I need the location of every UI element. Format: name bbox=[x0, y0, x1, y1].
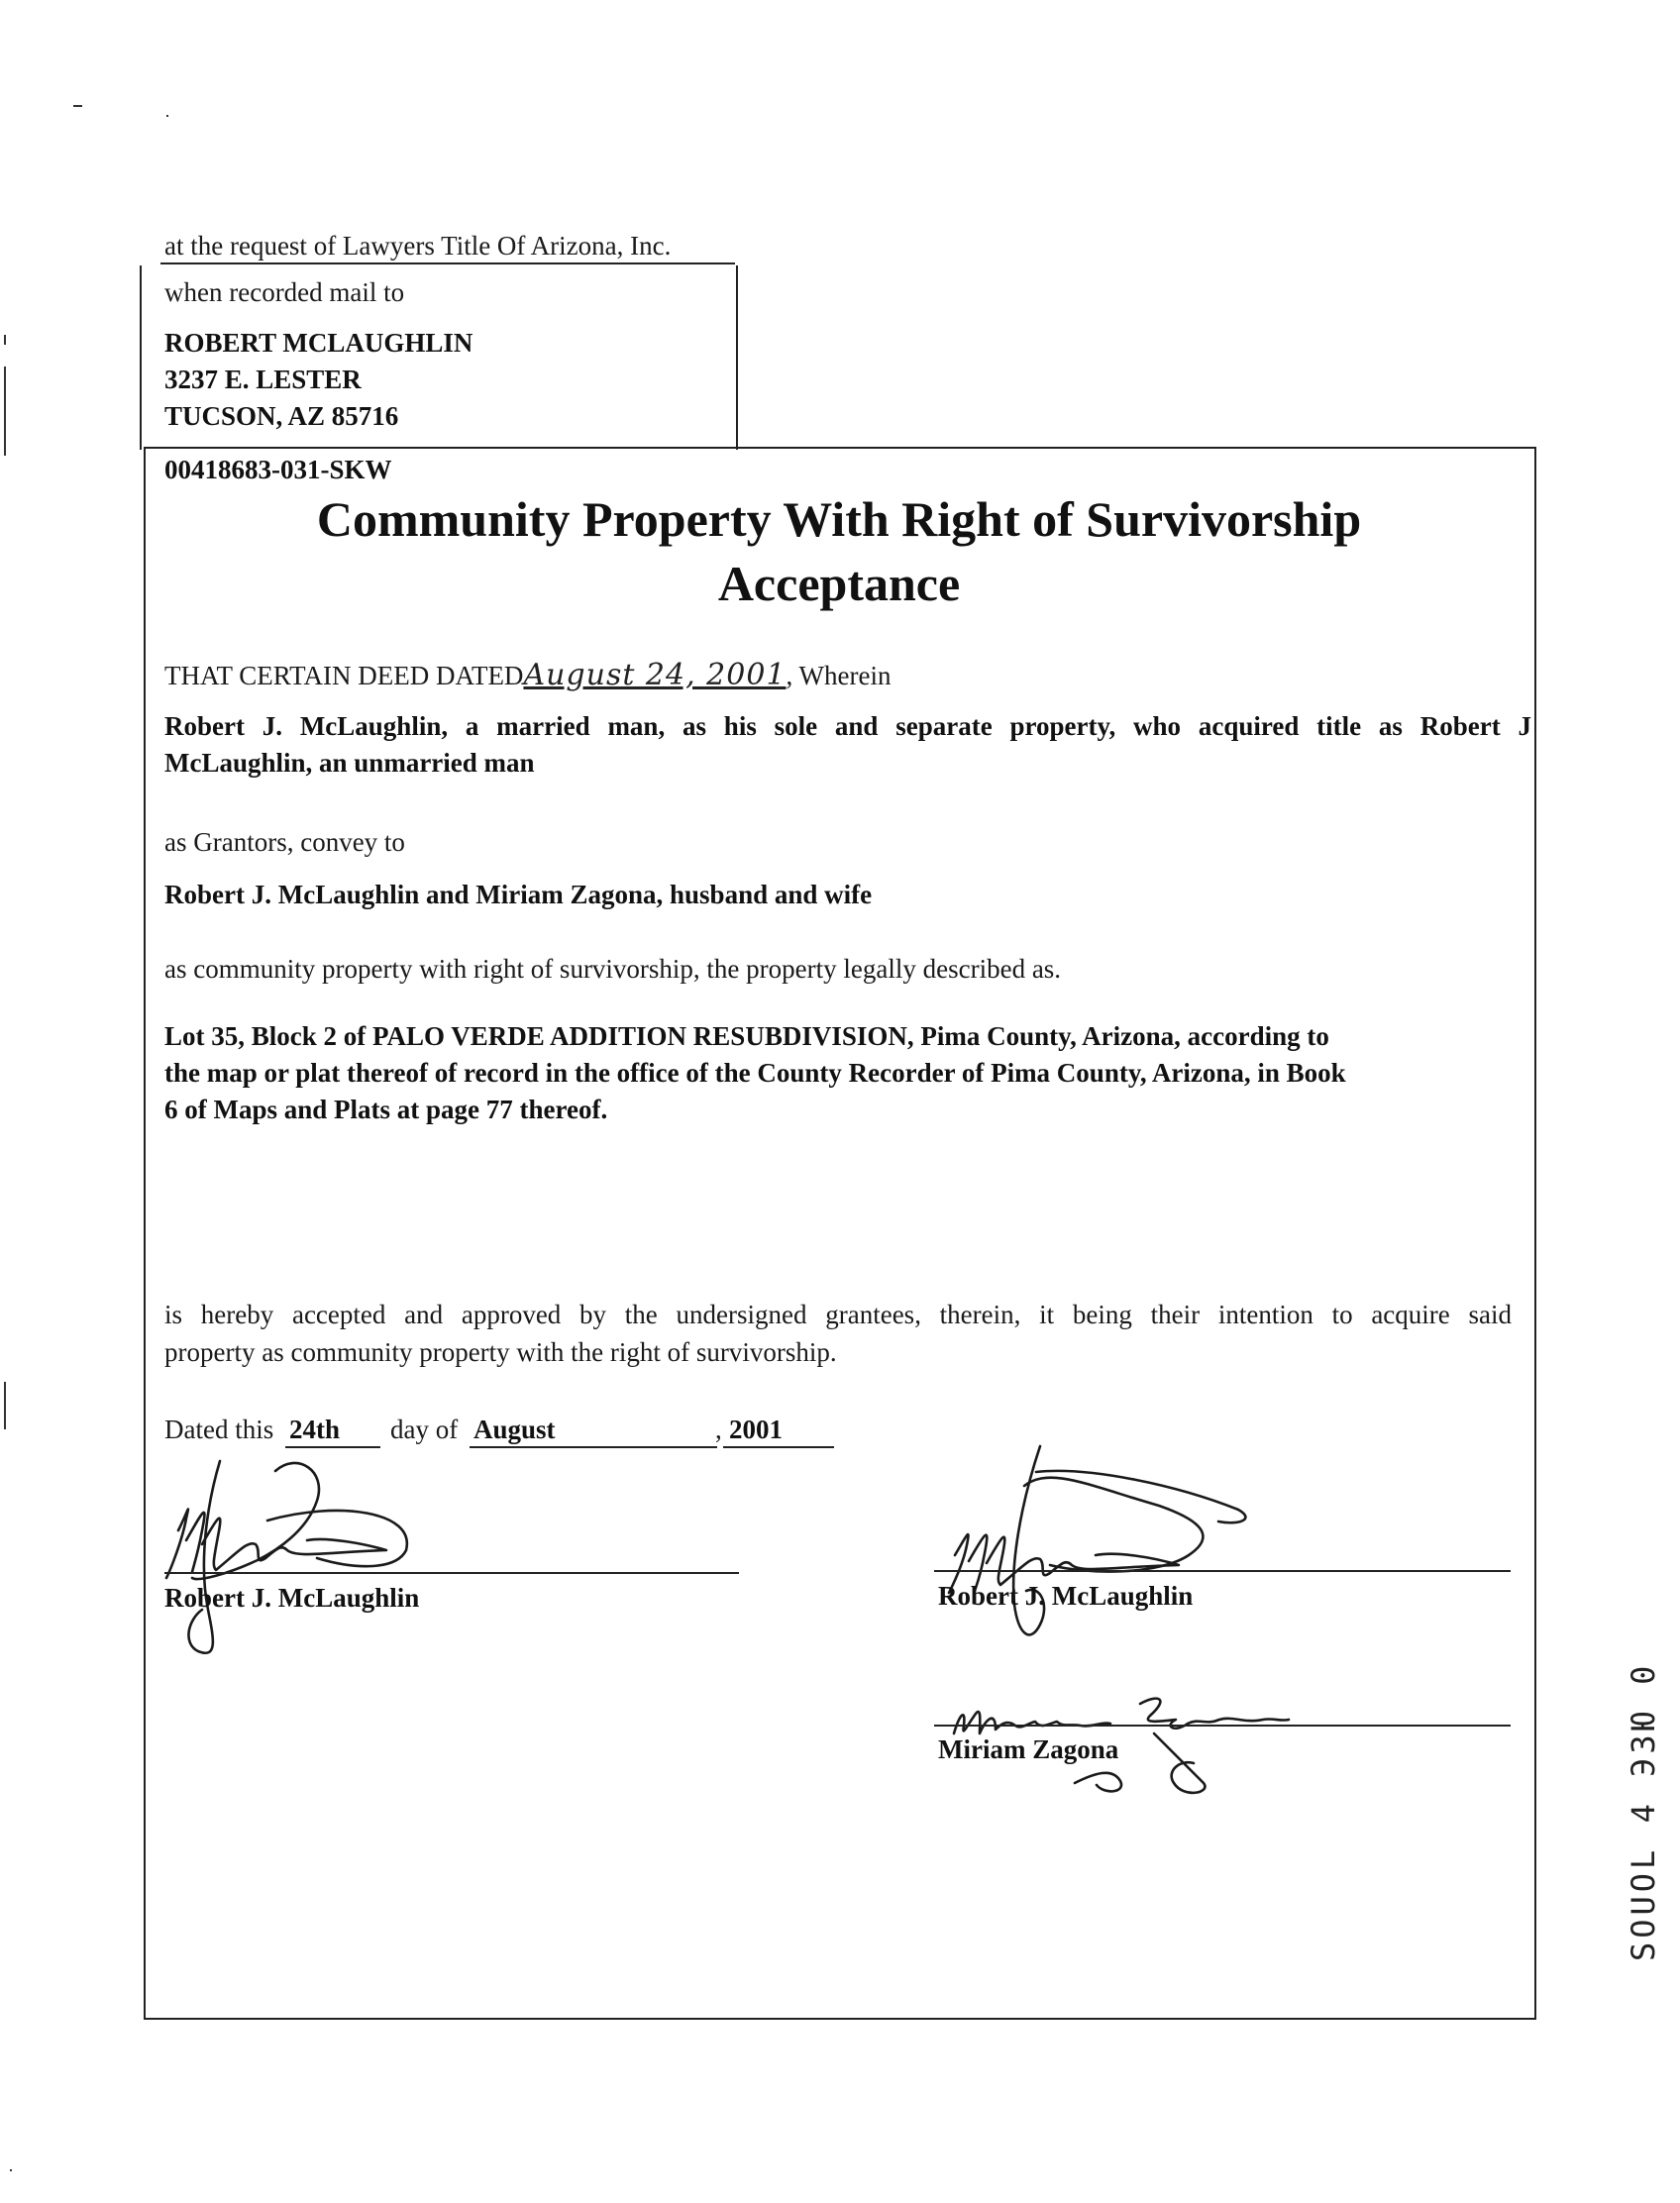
document-title-line2: Acceptance bbox=[717, 556, 961, 611]
scan-speck bbox=[10, 2169, 12, 2171]
acceptance-line-2: property as community property with the right of survivorship. bbox=[164, 1337, 837, 1367]
dated-day: 24th bbox=[289, 1415, 341, 1444]
right-signature-line bbox=[934, 1570, 1511, 1572]
described-as-text: as community property with right of survivorship, the property legally described as. bbox=[164, 954, 1062, 984]
margin-mark bbox=[4, 1382, 6, 1429]
grantees-text: Robert J. McLaughlin and Miriam Zagona, husband and wife bbox=[164, 880, 873, 909]
left-signature-line bbox=[164, 1572, 739, 1574]
side-recording-stamp: SOUOL 4 ЭЗЮ 0 bbox=[1625, 1661, 1662, 1961]
legal-description-line-2: the map or plat thereof of record in the office of the County Recorder of Pima County, Arizona, in Book bbox=[164, 1058, 1346, 1088]
deed-dated-suffix: , Wherein bbox=[786, 661, 892, 690]
legal-description-line-3: 6 of Maps and Plats at page 77 thereof. bbox=[164, 1095, 608, 1124]
request-line: at the request of Lawyers Title Of Arizona, Inc. bbox=[164, 231, 672, 261]
recipient-street: 3237 E. LESTER bbox=[164, 365, 362, 394]
grantor-line-1: Robert J. McLaughlin, a married man, as his sole and separate property, who acquired title as Robert J bbox=[164, 711, 1531, 741]
legal-description-line-1: Lot 35, Block 2 of PALO VERDE ADDITION RESUBDIVISION, Pima County, Arizona, according to bbox=[164, 1021, 1329, 1051]
recipient-name: ROBERT MCLAUGHLIN bbox=[164, 328, 473, 358]
conveys-text: as Grantors, convey to bbox=[164, 827, 405, 857]
right-signer-name: Robert J. McLaughlin bbox=[938, 1581, 1194, 1611]
second-signer-name: Miriam Zagona bbox=[938, 1734, 1119, 1764]
mail-label: when recorded mail to bbox=[164, 277, 405, 307]
request-underline bbox=[160, 262, 735, 264]
dated-prefix: Dated this bbox=[164, 1415, 274, 1444]
dated-year-underline bbox=[723, 1446, 834, 1448]
second-signature-line bbox=[934, 1725, 1511, 1727]
dated-middle: day of bbox=[390, 1415, 459, 1444]
scan-speck bbox=[166, 115, 168, 117]
dated-comma: , bbox=[715, 1415, 722, 1444]
dated-year: 2001 bbox=[729, 1415, 783, 1444]
right-signature bbox=[941, 1426, 1268, 1649]
left-signature bbox=[158, 1441, 446, 1674]
dated-month: August bbox=[473, 1415, 556, 1444]
margin-mark bbox=[4, 335, 6, 345]
deed-dated-prefix: THAT CERTAIN DEED DATED bbox=[164, 661, 524, 690]
deed-dated-line bbox=[164, 658, 892, 692]
grantor-line-2: McLaughlin, an unmarried man bbox=[164, 748, 535, 778]
document-title-line1: Community Property With Right of Survivorship bbox=[316, 491, 1362, 547]
deed-dated-handwritten: August 24, 2001 bbox=[523, 658, 787, 692]
acceptance-line-1: is hereby accepted and approved by the undersigned grantees, therein, it being their intention to acquire said bbox=[164, 1300, 1512, 1329]
scan-speck bbox=[73, 105, 82, 107]
margin-mark bbox=[4, 367, 6, 456]
dated-month-underline bbox=[470, 1446, 717, 1448]
recipient-city: TUCSON, AZ 85716 bbox=[164, 401, 399, 431]
order-number: 00418683-031-SKW bbox=[164, 455, 392, 484]
left-signer-name: Robert J. McLaughlin bbox=[164, 1583, 420, 1613]
